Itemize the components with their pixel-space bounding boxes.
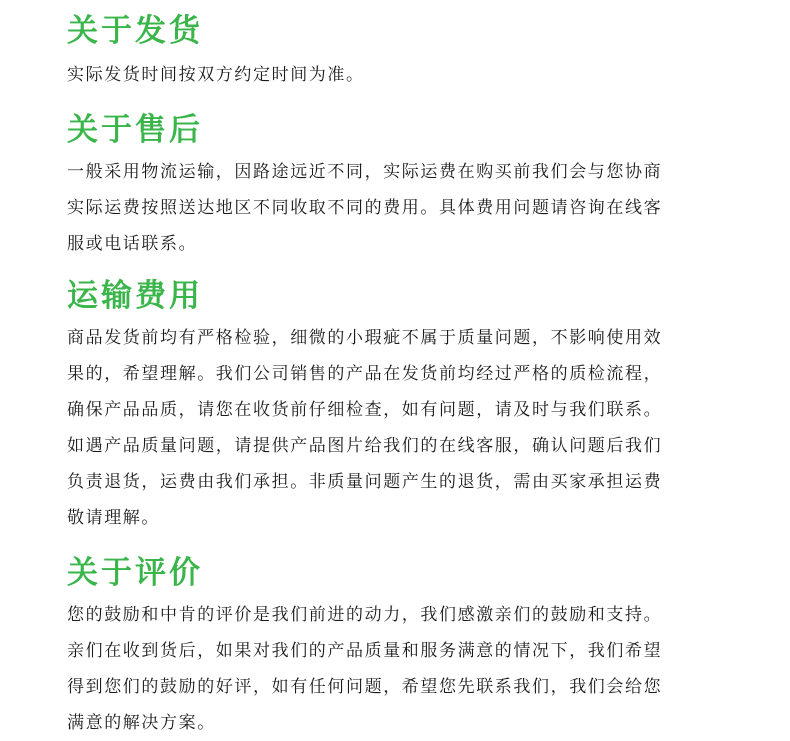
section-text-after-sales [67,154,727,262]
section-text-shipping [67,57,727,93]
text-line: 果的，希望理解。我们公司销售的产品在发货前均经过严格的质检流程， [67,364,663,384]
section-heading-after-sales: 关于售后 [67,112,203,148]
text-line: 商品发货前均有严格检验，细微的小瑕疵不属于质量问题，不影响使用效 [67,328,663,348]
text-line: 实际发货时间按双方约定时间为准。 [67,65,365,85]
section-heading-shipping: 关于发货 [67,13,203,49]
text-line: 亲们在收到货后，如果对我们的产品质量和服务满意的情况下，我们希望 [67,641,663,661]
section-text-shipping-cost [67,320,727,536]
text-line: 得到您们的鼓励的好评，如有任何问题，希望您先联系我们，我们会给您 [67,677,663,697]
section-text-reviews [67,597,727,741]
text-line: 敬请理解。 [67,508,160,528]
text-line: 服或电话联系。 [67,234,198,254]
text-line: 确保产品品质，请您在收货前仔细检查，如有问题，请及时与我们联系。 [67,400,663,420]
section-heading-reviews: 关于评价 [67,555,203,591]
text-line: 一般采用物流运输，因路途远近不同，实际运费在购买前我们会与您协商 [67,162,663,182]
text-line: 满意的解决方案。 [67,713,216,733]
section-heading-shipping-cost: 运输费用 [67,278,203,314]
text-line: 实际运费按照送达地区不同收取不同的费用。具体费用问题请咨询在线客 [67,198,663,218]
text-line: 您的鼓励和中肯的评价是我们前进的动力，我们感激亲们的鼓励和支持。 [67,605,663,625]
text-line: 负责退货，运费由我们承担。非质量问题产生的退货，需由买家承担运费 [67,472,663,492]
text-line: 如遇产品质量问题，请提供产品图片给我们的在线客服，确认问题后我们 [67,436,663,456]
